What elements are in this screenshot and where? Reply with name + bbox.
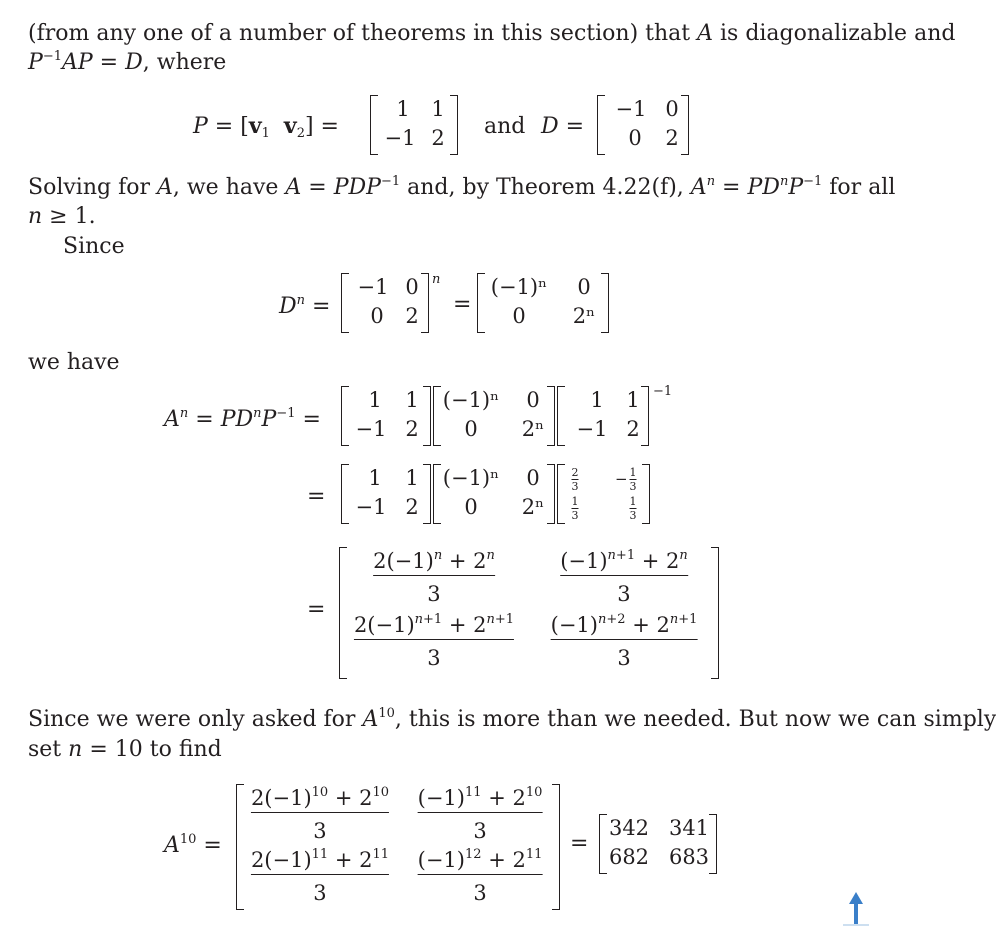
- fraction-entry: $2(-1)^{11} + 2^{11}$ 3: [250, 847, 390, 905]
- matrix-cell: 0: [577, 275, 591, 299]
- minus-sign: −: [615, 470, 628, 488]
- matrix-cell: 1: [431, 97, 445, 121]
- fraction-entry: $2(-1)^n + 2^n$ 3: [373, 548, 495, 606]
- fraction-minus-1-3: 1 3: [629, 466, 637, 493]
- matrix-cell: −1: [357, 275, 389, 299]
- matrix-cell: 1: [405, 388, 419, 412]
- matrix-cell: 2ⁿ: [572, 304, 596, 328]
- fraction-entry: $(-1)^{11} + 2^{10}$ 3: [417, 785, 543, 843]
- matrix-cell: 683: [668, 845, 710, 869]
- matrix-cell: 1: [396, 97, 410, 121]
- equals-sign: =: [307, 484, 326, 509]
- matrix-cell: 2: [405, 304, 419, 328]
- fraction-2-3: 2 3: [571, 466, 579, 493]
- eq-connector-and: and: [484, 114, 526, 139]
- matrix-an-result: [339, 547, 719, 679]
- matrix-cell: 0: [512, 304, 526, 328]
- eq-d-lhs: D =: [541, 114, 585, 139]
- matrix-cell: −1: [355, 495, 387, 519]
- matrix-an-pinv: [557, 386, 649, 446]
- matrix-an-pinv-values: [557, 464, 650, 524]
- paragraph-4-line-2: set n = 10 to find: [28, 737, 222, 762]
- equals-sign: =: [307, 597, 326, 622]
- paragraph-1-line-1: (from any one of a number of theorems in this section) that A is diagonalizable and: [28, 21, 956, 46]
- matrix-cell: 341: [668, 816, 710, 840]
- paragraph-4-line-1: Since we were only asked for $A^{10}$, this is more than we needed. But now we can simply: [28, 706, 996, 732]
- up-arrow-cursor-icon: [843, 890, 869, 926]
- matrix-cell: 1: [405, 466, 419, 490]
- matrix-d-base: [341, 273, 429, 333]
- matrix-an-p-2: [341, 464, 431, 524]
- matrix-cell: 0: [628, 126, 642, 150]
- fraction-entry: $(-1)^{n+2} + 2^{n+1}$ 3: [550, 612, 698, 670]
- paragraph-1-line-2: $P^{-1}AP = D$, where: [28, 49, 227, 75]
- matrix-cell: (−1)ⁿ: [442, 466, 500, 490]
- matrix-cell: 2ⁿ: [521, 417, 545, 441]
- eq-dn-lhs: $D^n$ =: [279, 293, 331, 319]
- matrix-cell: 1: [368, 388, 382, 412]
- equals-sign: =: [453, 292, 472, 317]
- matrix-cell: 0: [405, 275, 419, 299]
- matrix-cell: 0: [464, 495, 478, 519]
- matrix-an-p: [341, 386, 431, 446]
- matrix-an-dn-2: [433, 464, 555, 524]
- power-n: n: [432, 272, 441, 287]
- fraction-entry: $2(-1)^{10} + 2^{10}$ 3: [250, 785, 390, 843]
- fraction-1-3: 1 3: [571, 495, 579, 522]
- paragraph-2-line-1: Solving for A, we have $A = PDP^{-1}$ and, by Theorem 4.22(f), $A^n = PD^nP^{-1}$ for all: [28, 174, 896, 200]
- matrix-cell: 0: [526, 388, 540, 412]
- fraction-1-3: 1 3: [629, 495, 637, 522]
- matrix-d: [597, 95, 689, 155]
- matrix-cell: 2: [405, 495, 419, 519]
- eq-p-lhs: $P = [v_1$ $v_2$] =: [193, 113, 339, 141]
- matrix-cell: 2ⁿ: [521, 495, 545, 519]
- matrix-cell: −1: [384, 126, 416, 150]
- matrix-cell: 0: [464, 417, 478, 441]
- matrix-cell: −1: [576, 417, 608, 441]
- fraction-entry: $(-1)^{12} + 2^{11}$ 3: [417, 847, 543, 905]
- matrix-cell: 0: [370, 304, 384, 328]
- matrix-cell: 0: [526, 466, 540, 490]
- matrix-cell: −1: [355, 417, 387, 441]
- matrix-cell: 2: [665, 126, 679, 150]
- paragraph-3: we have: [28, 350, 120, 375]
- matrix-cell: 342: [608, 816, 650, 840]
- matrix-a10-result: [599, 814, 717, 874]
- matrix-an-dn: [433, 386, 555, 446]
- eq-a10-lhs: $A^{10}$ =: [164, 832, 222, 858]
- fraction-entry: $(-1)^{n+1} + 2^n$ 3: [560, 548, 688, 606]
- matrix-cell: 2: [626, 417, 640, 441]
- matrix-cell: −1: [615, 97, 647, 121]
- matrix-p: [370, 95, 458, 155]
- matrix-d-power: [477, 273, 609, 333]
- matrix-cell: (−1)ⁿ: [490, 275, 548, 299]
- paragraph-2-line-2: n ≥ 1.: [28, 204, 96, 229]
- equals-sign: =: [570, 831, 589, 856]
- matrix-a10-fractions: [236, 784, 560, 910]
- matrix-cell: 2: [431, 126, 445, 150]
- eq-an-lhs: $A^n = PD^nP^{-1}$ =: [164, 406, 321, 432]
- matrix-cell: 0: [665, 97, 679, 121]
- matrix-cell: 682: [608, 845, 650, 869]
- matrix-cell: 1: [626, 388, 640, 412]
- matrix-cell: 2: [405, 417, 419, 441]
- matrix-cell: 1: [590, 388, 604, 412]
- inverse-exponent: −1: [653, 384, 673, 399]
- fraction-entry: $2(-1)^{n+1} + 2^{n+1}$ 3: [353, 612, 515, 670]
- matrix-cell: (−1)ⁿ: [442, 388, 500, 412]
- paragraph-2-line-3: Since: [63, 234, 125, 259]
- matrix-cell: 1: [368, 466, 382, 490]
